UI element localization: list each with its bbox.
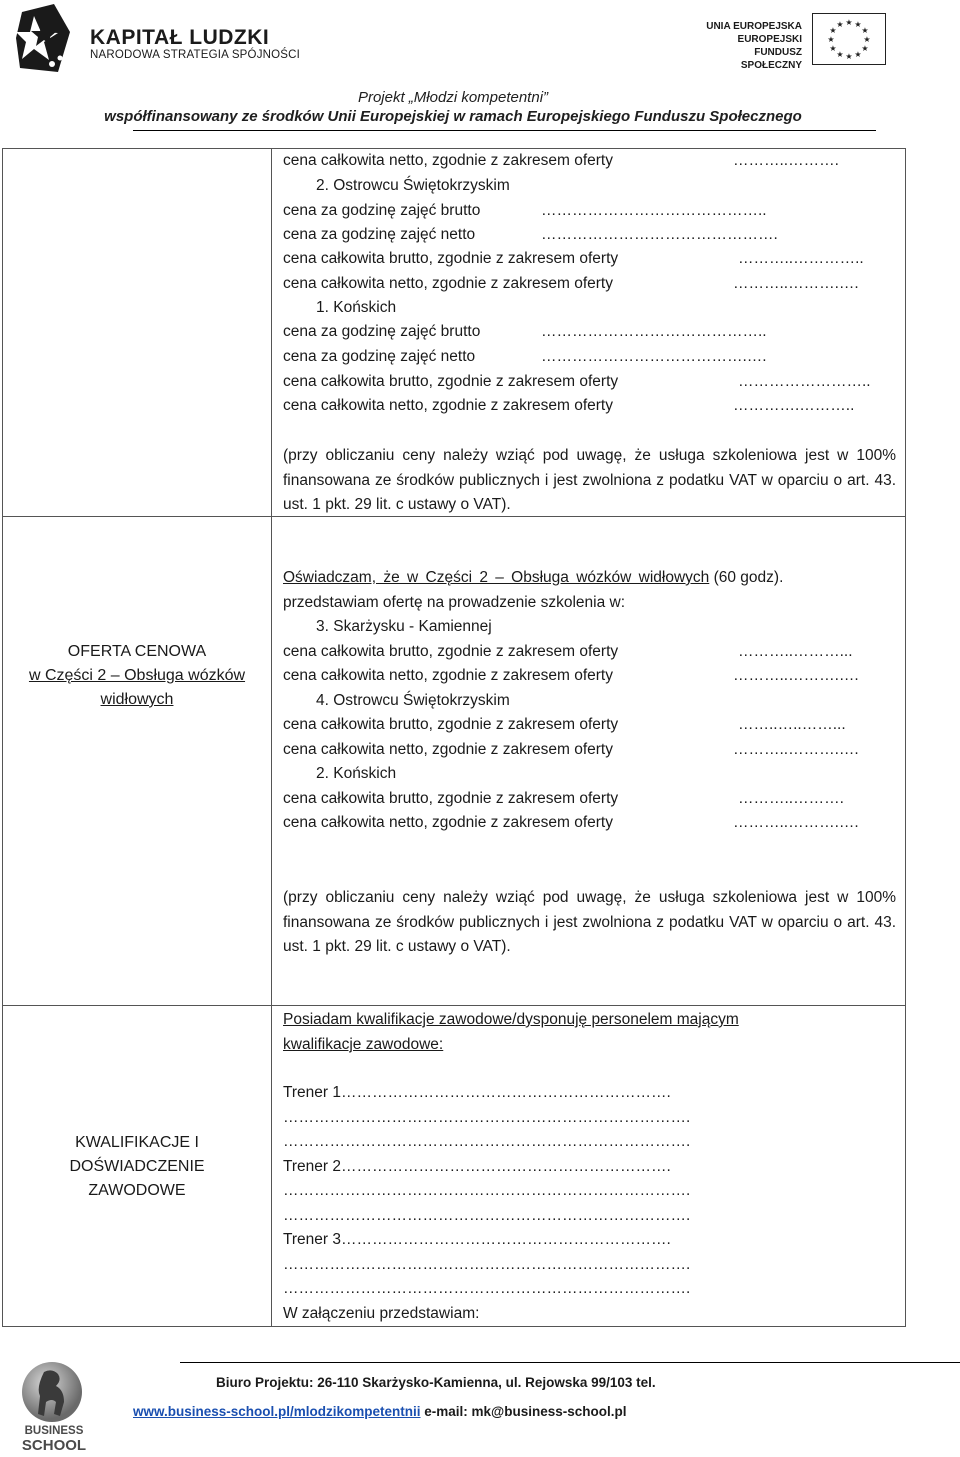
project-title: Projekt „Młodzi kompetentni” (357, 89, 549, 106)
trainer-line-1: ……………………………………………………………………. (283, 1109, 691, 1126)
s1-dots-5: ………..……….…. (733, 275, 859, 292)
business-school-logo-icon (14, 1358, 94, 1453)
s1-dots-0: ………..………. (733, 152, 839, 169)
s1-line-1: 2. Ostrowcu Świętokrzyskim (316, 177, 510, 194)
s2-line-8: cena całkowita netto, zgodnie z zakresem oferty (283, 814, 613, 831)
eu-line-1: UNIA EUROPEJSKA (706, 21, 802, 32)
s1-line-2: cena za godzinę zajęć brutto (283, 202, 481, 219)
s2-dots-2: ………..……….…. (733, 667, 859, 684)
svg-text:★: ★ (829, 44, 837, 53)
qualifications-label (3, 1128, 271, 1206)
kapital-ludzki-subtitle: NARODOWA STRATEGIA SPÓJNOŚCI (90, 49, 301, 61)
s1-dots-4: ………..………….. (738, 250, 864, 267)
footer-divider (180, 1362, 960, 1363)
trainer-line-2: ……………………………………………………………………. (283, 1133, 691, 1150)
svg-text:★: ★ (845, 18, 853, 27)
qualifications-label-2: DOŚWIADCZENIE (69, 1158, 205, 1175)
svg-text:★: ★ (836, 20, 844, 29)
svg-text:★: ★ (863, 35, 871, 44)
svg-text:★: ★ (861, 44, 869, 53)
website-link[interactable]: www.business-school.pl/mlodzikompetentnii (133, 1404, 421, 1419)
trainer-line-3: Trener 2………………………………………………………. (283, 1158, 671, 1175)
project-subtitle: współfinansowany ze środków Unii Europejskiej w ramach Europejskiego Funduszu Społecznego (104, 108, 802, 125)
s1-line-6: 1. Końskich (316, 299, 397, 316)
s1-line-0: cena całkowita netto, zgodnie z zakresem oferty (283, 152, 613, 169)
qualifications-label-3: ZAWODOWE (88, 1182, 186, 1199)
svg-text:★: ★ (854, 50, 862, 59)
s2-line-3: 4. Ostrowcu Świętokrzyskim (316, 692, 510, 709)
row1-label-cell (2, 148, 272, 517)
eu-text-block (700, 20, 802, 72)
svg-text:SCHOOL: SCHOOL (21, 1437, 87, 1453)
trainer-line-6: Trener 3………………………………………………………. (283, 1231, 671, 1248)
s1-dots-10: ………….……….. (733, 397, 855, 414)
s2-heading (283, 568, 783, 588)
price-offer-label (3, 636, 271, 716)
s1-line-4: cena całkowita brutto, zgodnie z zakresem oferty (283, 250, 619, 267)
svg-text:★: ★ (861, 26, 869, 35)
s2-dots-4: ……..…..……... (738, 716, 846, 733)
s3-heading-1: Posiadam kwalifikacje zawodowe/dysponuję personelem mającym (283, 1011, 739, 1028)
trainer-line-0: Trener 1………………………………………………………. (283, 1084, 671, 1101)
svg-text:★: ★ (827, 35, 835, 44)
s1-dots-3: ………………………………………. (541, 226, 778, 243)
s2-dots-7: ………..………. (738, 790, 844, 807)
price-offer-label-1: OFERTA CENOWA (67, 643, 207, 660)
eu-line-2: EUROPEJSKI (737, 34, 802, 45)
s1-line-9: cena całkowita brutto, zgodnie z zakresem oferty (283, 373, 619, 390)
trainer-line-7: ……………………………………………………………………. (283, 1256, 691, 1273)
svg-text:★: ★ (854, 20, 862, 29)
attachment-line: W załączeniu przedstawiam: (283, 1305, 480, 1322)
s2-line-4: cena całkowita brutto, zgodnie z zakresem oferty (283, 716, 619, 733)
price-offer-label-2: w Części 2 – Obsługa wózków (28, 667, 246, 684)
qualifications-label-1: KWALIFIKACJE I (75, 1134, 199, 1151)
s1-dots-2: …………………………………….. (541, 202, 767, 219)
business-school-logo-text: BUSINESS (24, 1425, 84, 1437)
s2-heading-underlined: Oświadczam, że w Części 2 – Obsługa wózków widłowych (283, 569, 710, 586)
s2-line-6: 2. Końskich (316, 765, 397, 782)
svg-text:★: ★ (845, 52, 853, 61)
s1-dots-7: …………………………………….. (541, 323, 767, 340)
s2-line-2: cena całkowita netto, zgodnie z zakresem oferty (283, 667, 613, 684)
row2-label-cell (2, 516, 272, 1006)
footer-contact (133, 1404, 627, 1419)
s2-intro: przedstawiam ofertę na prowadzenie szkolenia w: (283, 594, 626, 611)
header-divider (133, 130, 876, 131)
s1-vat-note: (przy obliczaniu ceny należy wziąć pod uwagę, że usługa szkoleniowa jest w 100% finansowana ze środków publicznych i jest zwolniona z podatku VAT w oparciu o art. 43. ust. 1 pkt. 29 lit. c ustawy o VAT). (283, 447, 896, 513)
footer-address: Biuro Projektu: 26-110 Skarżysko-Kamienna, ul. Rejowska 99/103 tel. (216, 1375, 656, 1390)
svg-text:★: ★ (836, 50, 844, 59)
s2-vat-note: (przy obliczaniu ceny należy wziąć pod uwagę, że usługa szkoleniowa jest w 100% finansowana ze środków publicznych i jest zwolniona z podatku VAT w oparciu o art. 43. ust. 1 pkt. 29 lit. c ustawy o VAT). (283, 889, 896, 955)
s2-dots-1: ………..………... (738, 643, 853, 660)
s2-dots-5: ………..……….…. (733, 741, 859, 758)
s1-line-3: cena za godzinę zajęć netto (283, 226, 476, 243)
s1-line-8: cena za godzinę zajęć netto (283, 348, 476, 365)
s1-line-10: cena całkowita netto, zgodnie z zakresem oferty (283, 397, 613, 414)
s1-dots-8: ………………………………….…. (541, 348, 767, 365)
s2-line-1: cena całkowita brutto, zgodnie z zakresem oferty (283, 643, 619, 660)
trainer-line-4: ……………………………………………………………………. (283, 1182, 691, 1199)
trainer-line-5: ……………………………………………………………………. (283, 1207, 691, 1224)
eu-flag-icon (812, 13, 886, 65)
s2-line-0: 3. Skarżysku - Kamiennej (316, 618, 492, 635)
price-offer-label-3: widłowych (100, 691, 174, 708)
s2-line-7: cena całkowita brutto, zgodnie z zakresem oferty (283, 790, 619, 807)
footer-email: e-mail: mk@business-school.pl (420, 1404, 627, 1419)
s1-dots-9: …………………….. (738, 373, 871, 390)
s1-line-7: cena za godzinę zajęć brutto (283, 323, 481, 340)
kapital-ludzki-logo-icon (14, 2, 74, 78)
s2-line-5: cena całkowita netto, zgodnie z zakresem oferty (283, 741, 613, 758)
trainer-line-8: ……………………………………………………………………. (283, 1280, 691, 1297)
s3-heading-2: kwalifikacje zawodowe: (283, 1036, 444, 1053)
svg-text:★: ★ (829, 26, 837, 35)
s2-dots-8: ………..……….…. (733, 814, 859, 831)
kapital-ludzki-title: KAPITAŁ LUDZKI (90, 26, 270, 49)
eu-line-3: FUNDUSZ SPOŁECZNY (740, 47, 802, 71)
s2-heading-rest: (60 godz). (709, 569, 784, 586)
s1-line-5: cena całkowita netto, zgodnie z zakresem oferty (283, 275, 613, 292)
